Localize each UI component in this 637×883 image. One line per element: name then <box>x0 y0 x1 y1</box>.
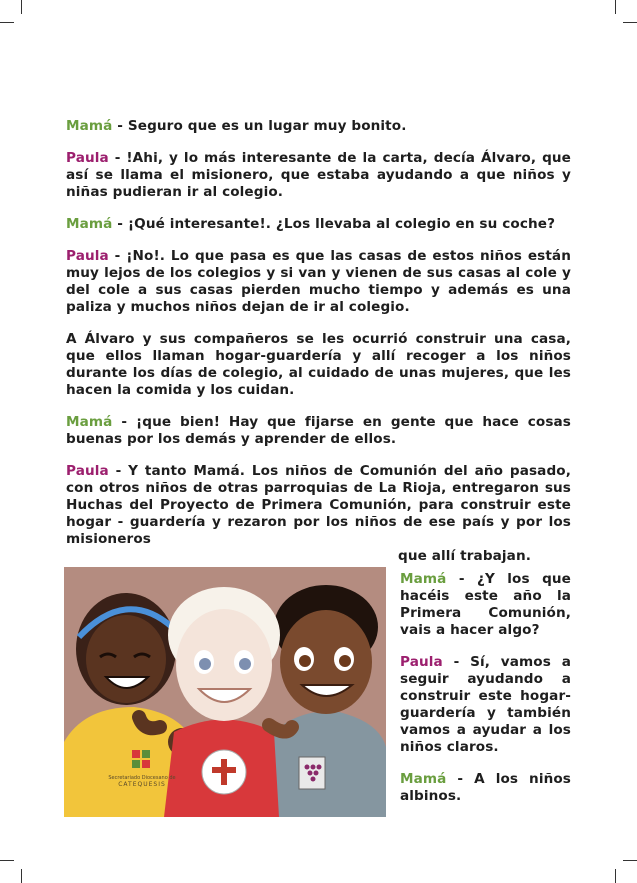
dialogue-line <box>66 463 571 565</box>
dialogue-line <box>400 771 571 805</box>
dialogue-text: - ¡No!. Lo que pasa es que las casas de estos niños están muy lejos de los colegios y si van y vienen de sus casas al cole y del cole a sus casas pierden mucho tiempo y además es una paliza y muchos niños dejan de ir al colegio. <box>66 248 571 315</box>
children-illustration <box>64 567 386 817</box>
speaker-paula: Paula <box>400 654 443 670</box>
speaker-mama: Mamá <box>66 414 113 430</box>
dialogue-line <box>66 150 571 201</box>
crop-mark <box>623 860 637 861</box>
dialogue-text: - ¡Qué interesante!. ¿Los llevaba al colegio en su coche? <box>112 216 556 232</box>
dialogue-line <box>66 414 571 448</box>
crop-mark <box>623 22 637 23</box>
dialogue-text: A Álvaro y sus compañeros se les ocurrió construir una casa, que ellos llaman hogar-guardería y allí recoger a los niños durante los días de colegio, al cuidado de unas mujeres, que les hacen la comida y los cuidan. <box>66 331 571 398</box>
speaker-mama: Mamá <box>400 771 447 787</box>
dialogue-text: - A los niños albinos. <box>400 771 571 804</box>
speaker-paula: Paula <box>66 150 109 166</box>
speaker-paula: Paula <box>66 248 109 264</box>
dialogue-line <box>66 216 571 233</box>
dialogue-text: - ¿Y los que hacéis este año la Primera Comunión, vais a hacer algo? <box>400 571 571 638</box>
narration-paragraph <box>66 331 571 399</box>
crop-mark <box>615 869 616 883</box>
logo-left-line2: CATEQUESIS <box>118 781 166 788</box>
speaker-mama: Mamá <box>66 118 113 134</box>
dialogue-text: - !Ahi, y lo más interesante de la carta, decía Álvaro, que así se llama el misionero, que estaba ayudando a que niños y niñas pudieran ir al colegio. <box>66 150 571 200</box>
crop-mark <box>21 0 22 14</box>
main-text <box>66 118 571 565</box>
dialogue-line <box>66 118 571 135</box>
dialogue-text: - Sí, vamos a seguir ayudando a construir este hogar-guardería y también vamos a ayudar a los niños claros. <box>400 654 571 755</box>
dialogue-text-tail: que allí trabajan. <box>398 548 531 564</box>
dialogue-text: - ¡que bien! Hay que fijarse en gente que hace cosas buenas por los demás y aprender de ellos. <box>66 414 571 447</box>
crop-mark <box>21 869 22 883</box>
speaker-paula: Paula <box>66 463 109 479</box>
dialogue-line <box>400 654 571 756</box>
dialogue-line <box>400 571 571 639</box>
dialogue-line <box>66 248 571 316</box>
speaker-mama: Mamá <box>66 216 113 232</box>
crop-mark <box>615 0 616 14</box>
crop-mark <box>0 860 14 861</box>
speaker-mama: Mamá <box>400 571 447 587</box>
crop-mark <box>0 22 14 23</box>
side-text <box>400 571 571 820</box>
dialogue-text: - Seguro que es un lugar muy bonito. <box>112 118 407 134</box>
dialogue-text: - Y tanto Mamá. Los niños de Comunión del año pasado, con otros niños de otras parroquias de La Rioja, entregaron sus Huchas del Proyecto de Primera Comunión, para construir este hogar - guardería y rezaron por los niños de ese país y por los misioneros <box>66 463 571 547</box>
logo-left-line1: Secretariado Diocesano de <box>108 775 176 781</box>
